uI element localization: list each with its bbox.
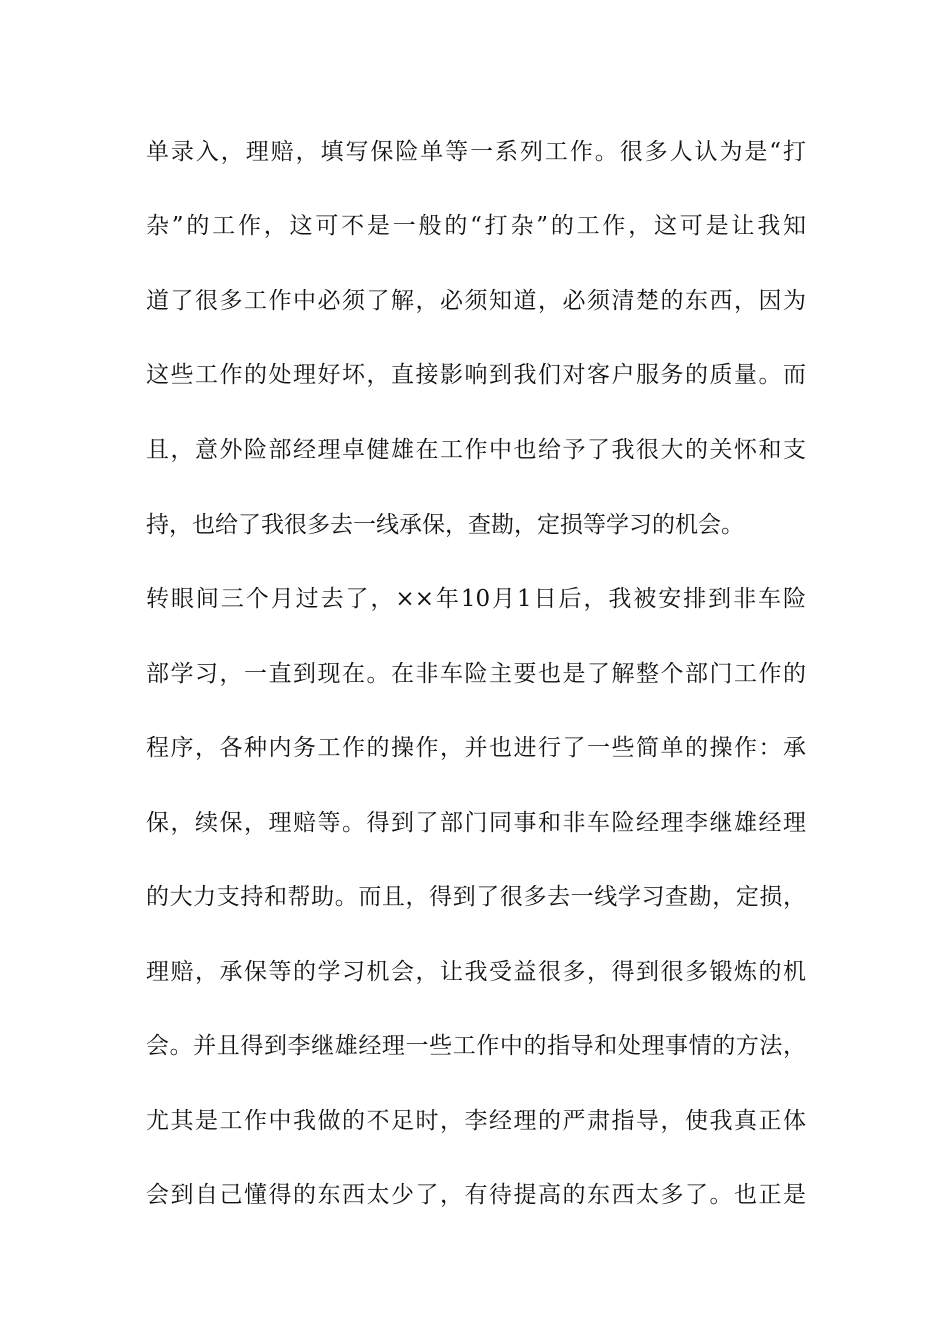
- text-line-13: 会。并且得到李继雄经理一些工作中的指导和处理事情的方法，: [146, 1033, 806, 1059]
- text-line-10: 保，续保，理赔等。得到了部门同事和非车险经理李继雄经理: [146, 810, 806, 836]
- text-line-4: 这些工作的处理好坏，直接影响到我们对客户服务的质量。而: [146, 362, 806, 388]
- text-line-1: 单录入，理赔，填写保险单等一系列工作。很多人认为是“打: [146, 139, 806, 165]
- text-line-5: 且，意外险部经理卓健雄在工作中也给予了我很大的关怀和支: [146, 437, 806, 463]
- text-line-11: 的大力支持和帮助。而且，得到了很多去一线学习查勘，定损，: [146, 884, 806, 910]
- text-line-3: 道了很多工作中必须了解，必须知道，必须清楚的东西，因为: [146, 288, 806, 314]
- text-line-8: 部学习，一直到现在。在非车险主要也是了解整个部门工作的: [146, 661, 806, 687]
- text-line-7: 转眼间三个月过去了，××年10月1日后，我被安排到非车险: [146, 586, 806, 612]
- text-line-2: 杂”的工作，这可不是一般的“打杂”的工作，这可是让我知: [146, 213, 806, 239]
- text-line-12: 理赔，承保等的学习机会，让我受益很多，得到很多锻炼的机: [146, 959, 806, 985]
- text-line-14: 尤其是工作中我做的不足时，李经理的严肃指导，使我真正体: [146, 1108, 806, 1134]
- text-line-9: 程序，各种内务工作的操作，并也进行了一些简单的操作：承: [146, 735, 806, 761]
- text-line-6: 持，也给了我很多去一线承保，查勘，定损等学习的机会。: [146, 512, 744, 538]
- text-line-15: 会到自己懂得的东西太少了，有待提高的东西太多了。也正是: [146, 1182, 806, 1208]
